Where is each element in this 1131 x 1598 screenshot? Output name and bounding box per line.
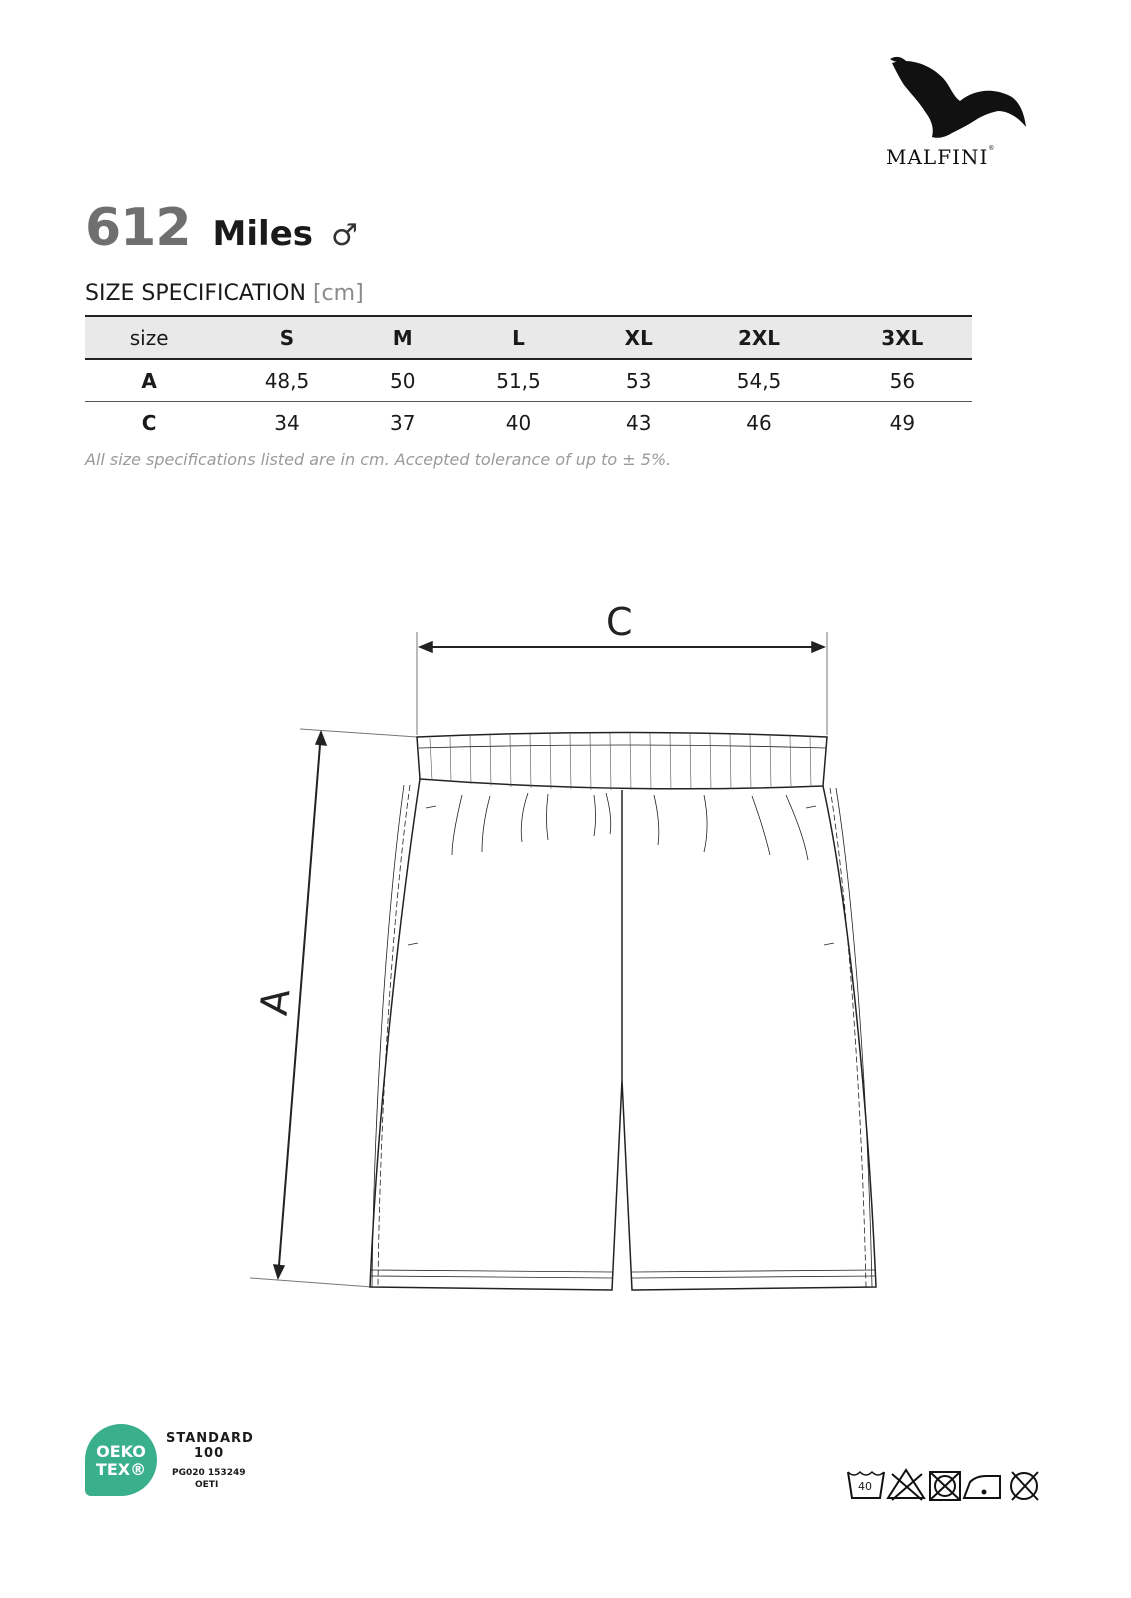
product-name: Miles <box>212 214 313 254</box>
column-header: XL <box>624 325 653 350</box>
dimension-label-a: A <box>251 986 299 1018</box>
table-row <box>85 402 972 444</box>
oeko-line-1: OEKO <box>96 1442 146 1461</box>
table-cell: 37 <box>390 410 416 435</box>
oeko-tex-badge <box>85 1424 157 1496</box>
size-spec-heading <box>85 281 364 306</box>
oeko-line-2: TEX® <box>95 1460 147 1479</box>
iron-low-icon <box>964 1476 1000 1498</box>
product-number: 612 <box>85 198 191 258</box>
brand-logo <box>886 55 1050 175</box>
no-dry-clean-icon <box>1011 1472 1038 1500</box>
care-symbols <box>846 1466 1046 1506</box>
table-cell: 54,5 <box>736 368 782 393</box>
dimension-label-c: C <box>606 600 633 644</box>
shorts-technical-drawing <box>240 595 900 1305</box>
male-icon: ♂ <box>331 218 358 253</box>
table-cell: 51,5 <box>496 368 541 393</box>
size-table <box>85 315 972 443</box>
column-header: 3XL <box>881 325 924 350</box>
table-cell: A <box>141 368 157 393</box>
table-cell: 40 <box>505 410 532 435</box>
wash-temperature: 40 <box>858 1480 872 1493</box>
column-header: L <box>512 325 525 350</box>
column-header: size <box>129 325 169 350</box>
table-cell: 50 <box>390 368 416 393</box>
no-bleach-icon <box>888 1470 924 1500</box>
table-row <box>85 359 972 402</box>
oeko-certificate-number: PG020 153249 <box>172 1468 246 1478</box>
tolerance-note: All size specifications listed are in cm. Accepted tolerance of up to ± 5%. <box>85 450 672 469</box>
oeko-standard-number: 100 <box>194 1446 225 1461</box>
column-header: M <box>392 325 413 350</box>
product-title <box>85 198 358 258</box>
table-header-row <box>85 316 972 359</box>
oeko-standard-label: STANDARD <box>166 1431 254 1446</box>
brand-name: MALFINI <box>886 145 989 169</box>
column-header: S <box>279 325 295 350</box>
size-spec-title: SIZE SPECIFICATION <box>85 281 306 306</box>
no-tumble-dry-icon <box>930 1472 960 1500</box>
oeko-institute: OETI <box>195 1480 219 1490</box>
table-cell: 46 <box>746 410 772 435</box>
table-cell: 34 <box>274 410 300 435</box>
table-cell: 49 <box>889 410 916 435</box>
eagle-logo-icon <box>890 55 1030 145</box>
table-cell: 43 <box>626 410 652 435</box>
table-cell: 56 <box>889 368 916 393</box>
size-spec-unit: [cm] <box>312 281 364 306</box>
brand-registered-mark: ® <box>988 145 996 152</box>
table-cell: 48,5 <box>264 368 310 393</box>
table-cell: C <box>141 410 157 435</box>
table-cell: 53 <box>626 368 652 393</box>
column-header: 2XL <box>737 325 781 350</box>
